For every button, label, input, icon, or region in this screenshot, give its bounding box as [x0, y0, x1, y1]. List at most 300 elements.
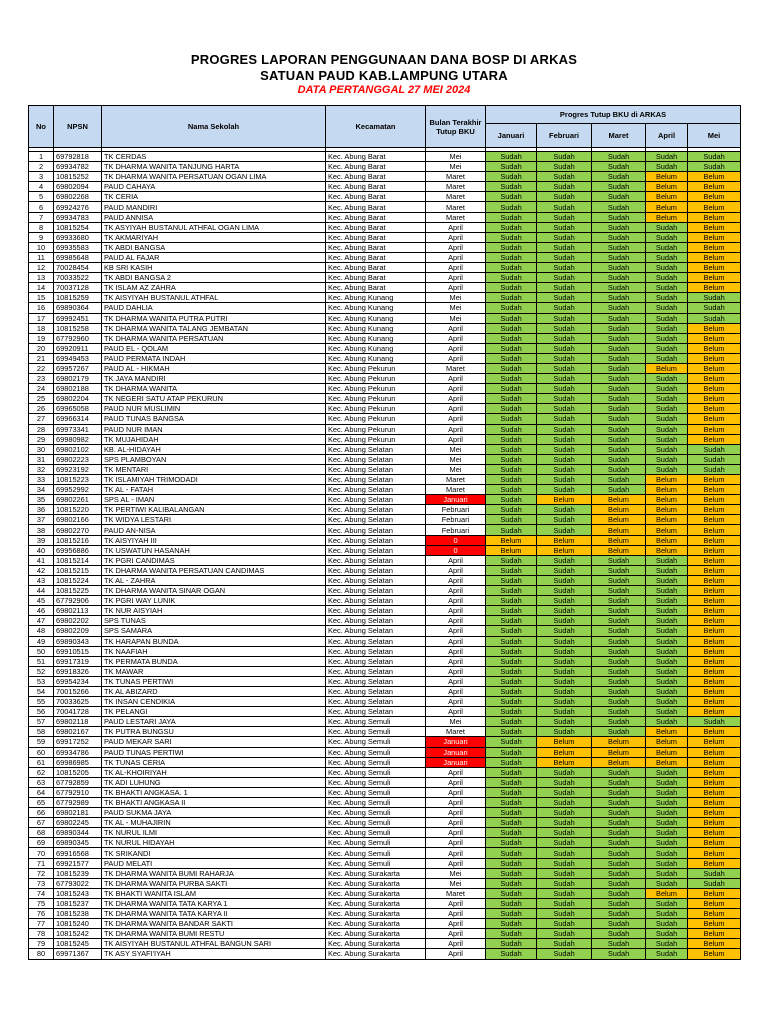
row-bulan-terakhir: April	[426, 848, 486, 858]
row-status-februari: Sudah	[537, 273, 592, 283]
row-kecamatan: Kec. Abung Selatan	[326, 485, 426, 495]
col-header-maret: Maret	[592, 124, 646, 148]
table-row	[29, 737, 741, 747]
row-status-maret: Sudah	[592, 616, 646, 626]
table-row	[29, 929, 741, 939]
row-status-maret: Sudah	[592, 273, 646, 283]
row-bulan-terakhir: Maret	[426, 363, 486, 373]
row-kecamatan: Kec. Abung Barat	[326, 182, 426, 192]
row-bulan-terakhir: Maret	[426, 485, 486, 495]
row-status-mei: Belum	[688, 505, 741, 515]
table-row	[29, 404, 741, 414]
row-status-april: Sudah	[646, 273, 688, 283]
row-nama-sekolah: TK ASY SYAFI'IYAH	[102, 949, 326, 959]
row-status-mei: Belum	[688, 525, 741, 535]
row-nama-sekolah: TK BHAKTI WANITA ISLAM	[102, 888, 326, 898]
row-status-januari: Sudah	[486, 192, 537, 202]
row-status-januari: Sudah	[486, 323, 537, 333]
row-status-maret: Sudah	[592, 343, 646, 353]
row-kecamatan: Kec. Abung Kunang	[326, 343, 426, 353]
row-status-maret: Sudah	[592, 283, 646, 293]
row-status-april: Belum	[646, 737, 688, 747]
row-bulan-terakhir: Mei	[426, 717, 486, 727]
row-bulan-terakhir: Maret	[426, 888, 486, 898]
row-bulan-terakhir: April	[426, 707, 486, 717]
row-nama-sekolah: PAUD NUR IMAN	[102, 424, 326, 434]
row-status-maret: Belum	[592, 737, 646, 747]
row-status-februari: Sudah	[537, 363, 592, 373]
table-row	[29, 323, 741, 333]
row-status-mei: Belum	[688, 757, 741, 767]
row-kecamatan: Kec. Abung Selatan	[326, 697, 426, 707]
row-status-januari: Sudah	[486, 707, 537, 717]
table-row	[29, 575, 741, 585]
col-header-nama: Nama Sekolah	[102, 106, 326, 148]
row-kecamatan: Kec. Abung Selatan	[326, 515, 426, 525]
row-nama-sekolah: TK BHAKTI ANGKASA II	[102, 798, 326, 808]
row-bulan-terakhir: April	[426, 626, 486, 636]
row-kecamatan: Kec. Abung Semuli	[326, 787, 426, 797]
row-bulan-terakhir: April	[426, 252, 486, 262]
row-status-februari: Sudah	[537, 293, 592, 303]
row-no: 63	[29, 777, 54, 787]
row-status-januari: Sudah	[486, 828, 537, 838]
row-status-april: Belum	[646, 535, 688, 545]
row-status-januari: Sudah	[486, 798, 537, 808]
row-kecamatan: Kec. Abung Surakarta	[326, 878, 426, 888]
row-kecamatan: Kec. Abung Selatan	[326, 606, 426, 616]
row-status-april: Belum	[646, 505, 688, 515]
row-status-mei: Belum	[688, 232, 741, 242]
row-no: 11	[29, 252, 54, 262]
table-row	[29, 596, 741, 606]
row-npsn: 10815254	[54, 222, 102, 232]
row-npsn: 69802179	[54, 374, 102, 384]
row-status-februari: Sudah	[537, 586, 592, 596]
row-status-april: Sudah	[646, 606, 688, 616]
row-nama-sekolah: TK NUR AISYIAH	[102, 606, 326, 616]
row-nama-sekolah: TK DHARMA WANITA PERSATUAN OGAN LIMA	[102, 172, 326, 182]
row-status-februari: Sudah	[537, 172, 592, 182]
row-status-januari: Sudah	[486, 152, 537, 162]
row-status-mei: Belum	[688, 212, 741, 222]
row-nama-sekolah: TK DHARMA WANITA BUMI RESTU	[102, 929, 326, 939]
row-npsn: 10815214	[54, 555, 102, 565]
row-status-mei: Belum	[688, 394, 741, 404]
row-npsn: 69965058	[54, 404, 102, 414]
row-bulan-terakhir: Mei	[426, 162, 486, 172]
row-status-februari: Sudah	[537, 424, 592, 434]
table-row	[29, 182, 741, 192]
row-status-maret: Sudah	[592, 374, 646, 384]
row-nama-sekolah: TK WIDYA LESTARI	[102, 515, 326, 525]
table-row	[29, 757, 741, 767]
row-nama-sekolah: TK DHARMA WANITA TALANG JEMBATAN	[102, 323, 326, 333]
row-status-januari: Sudah	[486, 666, 537, 676]
row-status-april: Sudah	[646, 596, 688, 606]
row-bulan-terakhir: April	[426, 555, 486, 565]
row-status-februari: Sudah	[537, 616, 592, 626]
row-no: 61	[29, 757, 54, 767]
row-status-februari: Sudah	[537, 182, 592, 192]
table-row	[29, 586, 741, 596]
row-no: 33	[29, 475, 54, 485]
row-status-mei: Belum	[688, 798, 741, 808]
row-no: 36	[29, 505, 54, 515]
row-npsn: 69957267	[54, 363, 102, 373]
row-status-februari: Sudah	[537, 283, 592, 293]
row-bulan-terakhir: April	[426, 434, 486, 444]
table-row	[29, 656, 741, 666]
row-status-januari: Sudah	[486, 606, 537, 616]
row-nama-sekolah: TK NEGERI SATU ATAP PEKURUN	[102, 394, 326, 404]
table-row	[29, 535, 741, 545]
row-status-april: Sudah	[646, 404, 688, 414]
row-status-mei: Belum	[688, 273, 741, 283]
row-status-januari: Sudah	[486, 162, 537, 172]
table-row	[29, 616, 741, 626]
row-npsn: 69802270	[54, 525, 102, 535]
row-status-februari: Sudah	[537, 727, 592, 737]
row-kecamatan: Kec. Abung Surakarta	[326, 888, 426, 898]
row-bulan-terakhir: 0	[426, 545, 486, 555]
row-status-april: Sudah	[646, 767, 688, 777]
row-status-maret: Sudah	[592, 586, 646, 596]
row-status-januari: Sudah	[486, 394, 537, 404]
row-status-april: Sudah	[646, 858, 688, 868]
row-status-januari: Sudah	[486, 353, 537, 363]
row-status-maret: Belum	[592, 495, 646, 505]
col-header-npsn: NPSN	[54, 106, 102, 148]
row-status-februari: Sudah	[537, 909, 592, 919]
table-row	[29, 394, 741, 404]
row-status-februari: Sudah	[537, 787, 592, 797]
row-bulan-terakhir: Mei	[426, 464, 486, 474]
row-status-maret: Sudah	[592, 434, 646, 444]
row-kecamatan: Kec. Abung Semuli	[326, 747, 426, 757]
row-status-maret: Sudah	[592, 353, 646, 363]
row-nama-sekolah: TK TUNAS CERIA	[102, 757, 326, 767]
row-status-mei: Belum	[688, 656, 741, 666]
row-no: 54	[29, 686, 54, 696]
row-status-februari: Sudah	[537, 818, 592, 828]
row-status-maret: Sudah	[592, 454, 646, 464]
row-bulan-terakhir: April	[426, 686, 486, 696]
row-bulan-terakhir: April	[426, 222, 486, 232]
row-no: 64	[29, 787, 54, 797]
row-npsn: 69802202	[54, 616, 102, 626]
row-status-april: Sudah	[646, 232, 688, 242]
row-status-april: Sudah	[646, 878, 688, 888]
row-status-mei: Belum	[688, 263, 741, 273]
row-status-mei: Belum	[688, 676, 741, 686]
row-no: 78	[29, 929, 54, 939]
row-status-januari: Sudah	[486, 767, 537, 777]
row-status-januari: Sudah	[486, 888, 537, 898]
table-row	[29, 848, 741, 858]
row-status-april: Sudah	[646, 808, 688, 818]
row-status-februari: Sudah	[537, 606, 592, 616]
row-kecamatan: Kec. Abung Semuli	[326, 848, 426, 858]
row-kecamatan: Kec. Abung Pekurun	[326, 414, 426, 424]
row-status-mei: Belum	[688, 737, 741, 747]
row-status-maret: Sudah	[592, 242, 646, 252]
table-row	[29, 252, 741, 262]
row-npsn: 67792910	[54, 787, 102, 797]
table-row	[29, 515, 741, 525]
row-status-februari: Sudah	[537, 343, 592, 353]
row-status-mei: Belum	[688, 838, 741, 848]
row-npsn: 10815252	[54, 172, 102, 182]
row-nama-sekolah: TK DHARMA WANITA SINAR OGAN	[102, 586, 326, 596]
row-kecamatan: Kec. Abung Pekurun	[326, 434, 426, 444]
row-status-april: Sudah	[646, 444, 688, 454]
row-status-april: Belum	[646, 182, 688, 192]
row-nama-sekolah: TK DHARMA WANITA TATA KARYA 1	[102, 898, 326, 908]
row-no: 51	[29, 656, 54, 666]
table-row	[29, 434, 741, 444]
row-nama-sekolah: TK MENTARI	[102, 464, 326, 474]
row-status-februari: Sudah	[537, 242, 592, 252]
row-status-mei: Sudah	[688, 152, 741, 162]
row-status-februari: Sudah	[537, 222, 592, 232]
row-status-april: Sudah	[646, 949, 688, 959]
row-status-januari: Sudah	[486, 616, 537, 626]
row-status-april: Sudah	[646, 454, 688, 464]
row-npsn: 69802167	[54, 727, 102, 737]
row-status-mei: Belum	[688, 666, 741, 676]
row-npsn: 69802102	[54, 444, 102, 454]
row-npsn: 69952992	[54, 485, 102, 495]
row-status-maret: Sudah	[592, 404, 646, 414]
row-status-februari: Sudah	[537, 303, 592, 313]
row-status-februari: Sudah	[537, 515, 592, 525]
row-status-februari: Sudah	[537, 626, 592, 636]
row-status-januari: Sudah	[486, 868, 537, 878]
col-header-januari: Januari	[486, 124, 537, 148]
row-no: 6	[29, 202, 54, 212]
row-nama-sekolah: TK AL ABIZARD	[102, 686, 326, 696]
table-row	[29, 485, 741, 495]
table-row	[29, 626, 741, 636]
row-status-maret: Sudah	[592, 798, 646, 808]
table-row	[29, 444, 741, 454]
row-status-januari: Sudah	[486, 686, 537, 696]
row-status-mei: Belum	[688, 535, 741, 545]
table-row	[29, 747, 741, 757]
row-nama-sekolah: KB. AL-HIDAYAH	[102, 444, 326, 454]
row-status-februari: Sudah	[537, 525, 592, 535]
row-status-maret: Sudah	[592, 909, 646, 919]
row-status-april: Belum	[646, 172, 688, 182]
row-status-januari: Sudah	[486, 697, 537, 707]
row-status-mei: Belum	[688, 606, 741, 616]
row-nama-sekolah: TK PGRI CANDIMAS	[102, 555, 326, 565]
report-subtitle: SATUAN PAUD KAB.LAMPUNG UTARA	[260, 68, 508, 83]
table-row	[29, 818, 741, 828]
row-status-februari: Sudah	[537, 939, 592, 949]
row-bulan-terakhir: Mei	[426, 313, 486, 323]
row-status-mei: Belum	[688, 777, 741, 787]
row-status-februari: Sudah	[537, 808, 592, 818]
row-status-april: Belum	[646, 495, 688, 505]
row-kecamatan: Kec. Abung Semuli	[326, 777, 426, 787]
row-bulan-terakhir: April	[426, 676, 486, 686]
row-status-maret: Sudah	[592, 333, 646, 343]
row-status-maret: Sudah	[592, 475, 646, 485]
row-status-mei: Belum	[688, 434, 741, 444]
row-kecamatan: Kec. Abung Kunang	[326, 293, 426, 303]
row-status-februari: Sudah	[537, 848, 592, 858]
row-status-mei: Belum	[688, 575, 741, 585]
row-bulan-terakhir: Mei	[426, 878, 486, 888]
row-nama-sekolah: TK DHARMA WANITA PERSATUAN	[102, 333, 326, 343]
row-no: 71	[29, 858, 54, 868]
row-status-mei: Belum	[688, 828, 741, 838]
col-header-progres: Progres Tutup BKU di ARKAS	[486, 106, 741, 124]
row-status-januari: Sudah	[486, 858, 537, 868]
row-no: 42	[29, 565, 54, 575]
row-bulan-terakhir: April	[426, 343, 486, 353]
row-status-maret: Sudah	[592, 485, 646, 495]
row-kecamatan: Kec. Abung Semuli	[326, 717, 426, 727]
row-kecamatan: Kec. Abung Selatan	[326, 555, 426, 565]
row-nama-sekolah: PAUD MEKAR SARI	[102, 737, 326, 747]
row-status-maret: Sudah	[592, 808, 646, 818]
row-bulan-terakhir: April	[426, 798, 486, 808]
row-status-januari: Sudah	[486, 283, 537, 293]
row-no: 37	[29, 515, 54, 525]
row-status-april: Sudah	[646, 656, 688, 666]
row-status-april: Sudah	[646, 666, 688, 676]
row-status-april: Sudah	[646, 939, 688, 949]
row-status-april: Sudah	[646, 787, 688, 797]
row-npsn: 69921577	[54, 858, 102, 868]
row-status-februari: Sudah	[537, 929, 592, 939]
table-row	[29, 283, 741, 293]
row-bulan-terakhir: April	[426, 656, 486, 666]
row-status-maret: Sudah	[592, 838, 646, 848]
row-status-mei: Belum	[688, 424, 741, 434]
row-kecamatan: Kec. Abung Barat	[326, 192, 426, 202]
table-row	[29, 192, 741, 202]
row-status-april: Sudah	[646, 565, 688, 575]
row-status-mei: Belum	[688, 242, 741, 252]
row-no: 3	[29, 172, 54, 182]
row-no: 65	[29, 798, 54, 808]
row-bulan-terakhir: April	[426, 565, 486, 575]
row-no: 15	[29, 293, 54, 303]
row-npsn: 69916568	[54, 848, 102, 858]
row-status-maret: Sudah	[592, 222, 646, 232]
row-kecamatan: Kec. Abung Barat	[326, 252, 426, 262]
row-bulan-terakhir: Mei	[426, 454, 486, 464]
row-status-april: Sudah	[646, 919, 688, 929]
row-nama-sekolah: TK DHARMA WANITA PURBA SAKTI	[102, 878, 326, 888]
row-no: 72	[29, 868, 54, 878]
row-nama-sekolah: TK DHARMA WANITA TATA KARYA II	[102, 909, 326, 919]
row-status-januari: Sudah	[486, 717, 537, 727]
row-status-maret: Sudah	[592, 606, 646, 616]
row-status-april: Sudah	[646, 868, 688, 878]
row-npsn: 10815258	[54, 323, 102, 333]
row-no: 46	[29, 606, 54, 616]
row-kecamatan: Kec. Abung Semuli	[326, 737, 426, 747]
row-bulan-terakhir: April	[426, 919, 486, 929]
row-status-februari: Belum	[537, 737, 592, 747]
row-npsn: 67792906	[54, 596, 102, 606]
row-nama-sekolah: TK MUJAHIDAH	[102, 434, 326, 444]
row-bulan-terakhir: April	[426, 939, 486, 949]
row-status-februari: Sudah	[537, 313, 592, 323]
row-status-januari: Belum	[486, 535, 537, 545]
row-status-april: Sudah	[646, 848, 688, 858]
row-status-mei: Belum	[688, 485, 741, 495]
row-kecamatan: Kec. Abung Selatan	[326, 646, 426, 656]
row-status-mei: Belum	[688, 515, 741, 525]
table-row	[29, 273, 741, 283]
row-no: 27	[29, 414, 54, 424]
row-status-mei: Belum	[688, 384, 741, 394]
row-status-februari: Sudah	[537, 404, 592, 414]
row-status-mei: Belum	[688, 767, 741, 777]
row-bulan-terakhir: Januari	[426, 495, 486, 505]
row-status-april: Sudah	[646, 374, 688, 384]
row-status-februari: Belum	[537, 495, 592, 505]
row-kecamatan: Kec. Abung Barat	[326, 263, 426, 273]
row-npsn: 69802209	[54, 626, 102, 636]
row-bulan-terakhir: April	[426, 808, 486, 818]
row-kecamatan: Kec. Abung Kunang	[326, 323, 426, 333]
row-status-maret: Belum	[592, 505, 646, 515]
row-status-mei: Belum	[688, 686, 741, 696]
row-status-januari: Sudah	[486, 838, 537, 848]
row-status-maret: Sudah	[592, 666, 646, 676]
row-kecamatan: Kec. Abung Kunang	[326, 353, 426, 363]
row-status-februari: Sudah	[537, 414, 592, 424]
row-kecamatan: Kec. Abung Surakarta	[326, 939, 426, 949]
row-nama-sekolah: PAUD AN-NISA	[102, 525, 326, 535]
row-npsn: 67792989	[54, 798, 102, 808]
row-status-februari: Sudah	[537, 162, 592, 172]
table-row	[29, 313, 741, 323]
row-status-april: Belum	[646, 727, 688, 737]
row-nama-sekolah: TK DHARMA WANITA TANJUNG HARTA	[102, 162, 326, 172]
row-status-januari: Sudah	[486, 252, 537, 262]
row-npsn: 70033522	[54, 273, 102, 283]
row-nama-sekolah: TK DHARMA WANITA BANDAR SAKTI	[102, 919, 326, 929]
row-status-februari: Sudah	[537, 868, 592, 878]
row-status-april: Belum	[646, 525, 688, 535]
row-no: 60	[29, 747, 54, 757]
row-nama-sekolah: TK CERDAS	[102, 152, 326, 162]
row-npsn: 69802268	[54, 192, 102, 202]
row-npsn: 69933680	[54, 232, 102, 242]
row-npsn: 69924276	[54, 202, 102, 212]
table-row	[29, 545, 741, 555]
table-row	[29, 646, 741, 656]
row-status-januari: Sudah	[486, 565, 537, 575]
row-npsn: 69986985	[54, 757, 102, 767]
row-bulan-terakhir: April	[426, 909, 486, 919]
row-bulan-terakhir: April	[426, 828, 486, 838]
row-bulan-terakhir: April	[426, 898, 486, 908]
row-nama-sekolah: TK NURUL ILMI	[102, 828, 326, 838]
row-nama-sekolah: TK ABDI BANGSA 2	[102, 273, 326, 283]
row-no: 12	[29, 263, 54, 273]
table-row	[29, 495, 741, 505]
row-kecamatan: Kec. Abung Selatan	[326, 626, 426, 636]
